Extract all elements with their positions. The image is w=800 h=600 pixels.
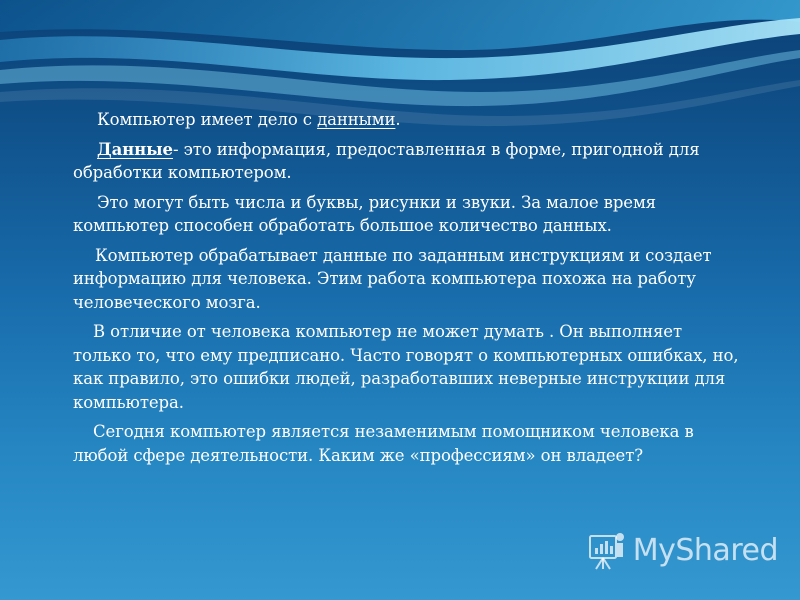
paragraph-1 bbox=[73, 108, 745, 132]
watermark-text: MyShared bbox=[632, 532, 778, 568]
paragraph-6-text: Сегодня компьютер является незаменимым помощником человека в любой сфере деятельности. Каким же «профессиям» он владеет? bbox=[73, 422, 694, 465]
paragraph-6 bbox=[73, 420, 745, 467]
paragraph-5 bbox=[73, 320, 745, 414]
paragraph-3 bbox=[73, 191, 745, 238]
slide-text-body bbox=[73, 108, 745, 473]
paragraph-5-text: В отличие от человека компьютер не может думать . Он выполняет только то, что ему предписано. Часто говорят о компьютерных ошибках, но, как правило, это ошибки людей, разработавших неверные инструкции для компьютера. bbox=[73, 322, 739, 412]
paragraph-4-text: Компьютер обрабатывает данные по заданным инструкциям и создает информацию для человека. Этим работа компьютера похожа на работу человеческого мозга. bbox=[73, 245, 712, 312]
data-hyperlink[interactable]: данными bbox=[317, 110, 396, 129]
data-term-link[interactable]: Данные bbox=[97, 139, 173, 159]
paragraph-1-text: Компьютер имеет дело с bbox=[97, 110, 318, 129]
paragraph-2-text: - это информация, предоставленная в форме, пригодной для обработки компьютером. bbox=[73, 139, 700, 182]
paragraph-1-end: . bbox=[395, 110, 401, 129]
myshared-watermark bbox=[587, 528, 778, 572]
paragraph-3-text: Это могут быть числа и буквы, рисунки и звуки. За малое время компьютер способен обработать большое количество данных. bbox=[73, 192, 656, 235]
presentation-board-icon bbox=[587, 529, 627, 571]
paragraph-2 bbox=[73, 138, 745, 185]
paragraph-4 bbox=[73, 244, 745, 315]
